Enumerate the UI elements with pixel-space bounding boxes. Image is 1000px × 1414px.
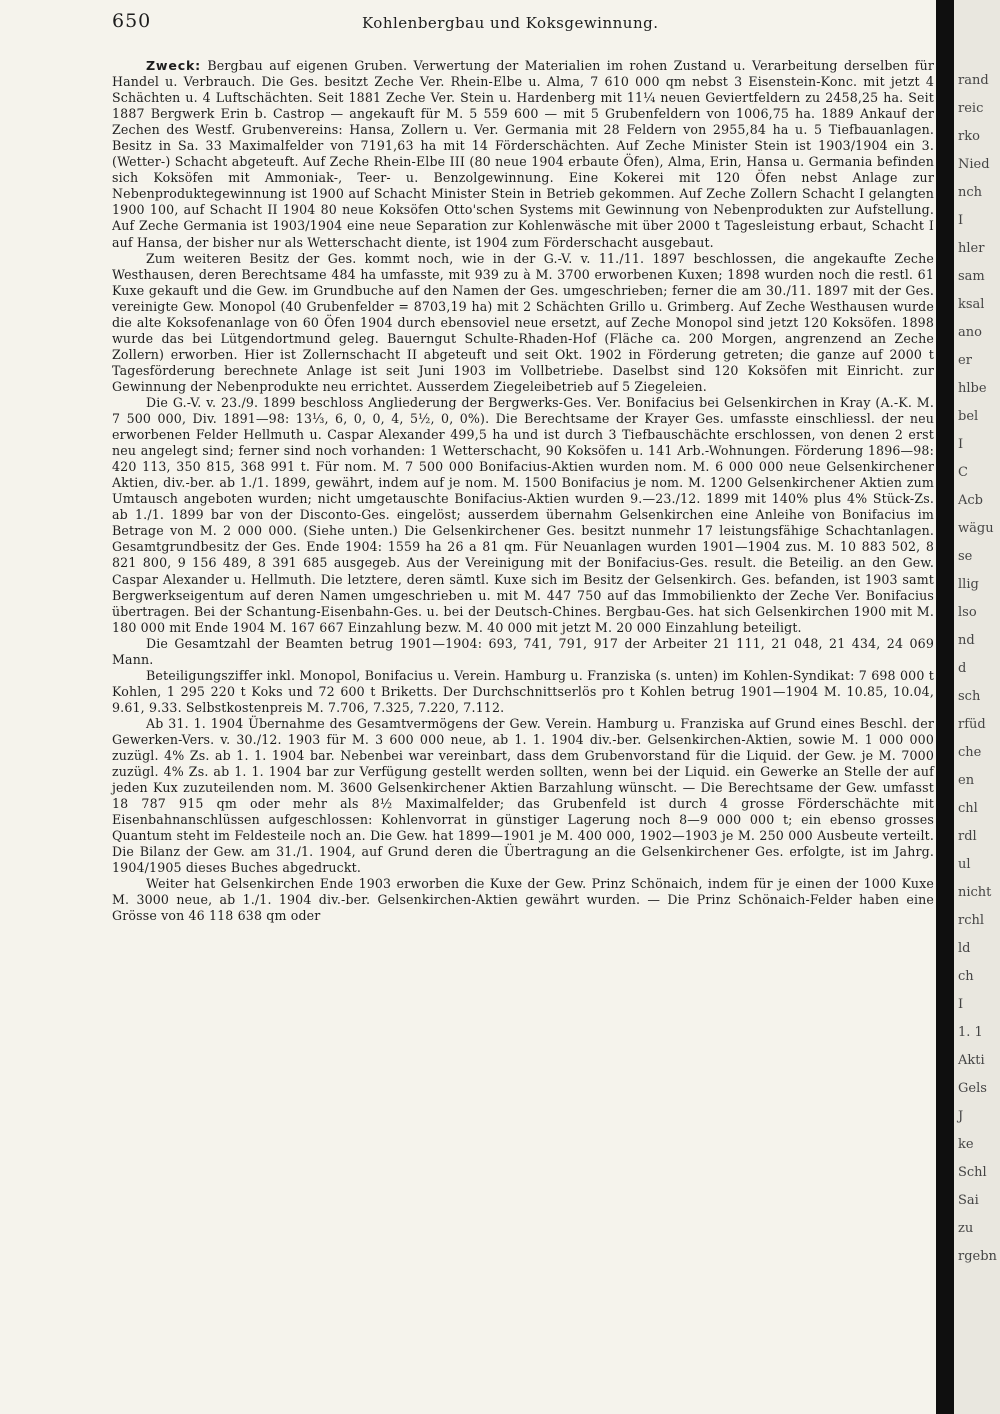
- adjacent-page-fragment: d: [958, 661, 967, 676]
- adjacent-page-fragment: hlbe: [958, 381, 987, 396]
- adjacent-page-fragment: I: [958, 997, 964, 1012]
- paragraph-beamten: Die Gesamtzahl der Beamten betrug 1901—1904: 693, 741, 791, 917 der Arbeiter 21 111, 21 048, 21 434, 24 069 Mann.: [112, 635, 934, 667]
- adjacent-page-fragment: nd: [958, 633, 975, 648]
- adjacent-page-fragment: ul: [958, 857, 971, 872]
- adjacent-page-fragment: C: [958, 465, 968, 480]
- page-header: [112, 10, 922, 40]
- adjacent-page-fragment: sam: [958, 269, 985, 284]
- adjacent-page-fragment: ld: [958, 941, 971, 956]
- page-number: 650: [112, 10, 152, 32]
- paragraph-hamburg-franziska: Ab 31. 1. 1904 Übernahme des Gesamtvermögens der Gew. Verein. Hamburg u. Franziska auf Grund eines Beschl. der Gewerken-Vers. v. 30./12. 1903 für M. 3 600 000 neue, ab 1. 1. 1904 div.-ber. Gelsenkirchen-Aktien, sowie M. 1 000 000 zuzügl. 4% Zs. ab 1. 1. 1904 bar. Nebenbei war vereinbart, dass dem Grubenvorstand für die Liquid. der Gew. je M. 7000 zuzügl. 4% Zs. ab 1. 1. 1904 bar zur Verfügung gestellt werden sollten, wenn bei der Liquid. ein Gewerke an Stelle der auf jeden Kux zuzuteilenden nom. M. 3600 Gelsenkirchener Aktien Barzahlung wünscht. — Die Berechtsame der Gew. umfasst 18 787 915 qm oder mehr als 8½ Maximalfelder; das Grubenfeld ist durch 4 grosse Förderschächte mit Eisenbahnanschlüssen aufgeschlossen: Kohlenvorrat in günstiger Lagerung noch 8—9 000 000 t; ein ebenso grosses Quantum steht im Feldesteile noch an. Die Gew. hat 1899—1901 je M. 400 000, 1902—1903 je M. 250 000 Ausbeute verteilt. Die Bilanz der Gew. am 31./1. 1904, auf Grund deren die Übertragung an die Gelsenkirchener Ges. erfolgte, ist im Jahrg. 1904/1905 dieses Buches abgedruckt.: [112, 715, 934, 876]
- adjacent-page-fragment: lso: [958, 605, 977, 620]
- adjacent-page-fragment: J: [958, 1109, 964, 1124]
- adjacent-page-fragment: hler: [958, 241, 985, 256]
- paragraph-lead: Zweck:: [146, 58, 201, 73]
- paragraph-zweck: [112, 58, 934, 251]
- adjacent-page-fragment: er: [958, 353, 972, 368]
- adjacent-page-fragment: rko: [958, 129, 980, 144]
- body-text: [112, 58, 934, 925]
- adjacent-page-fragment: reic: [958, 101, 984, 116]
- adjacent-page-fragment: che: [958, 745, 982, 760]
- adjacent-page-fragment: rand: [958, 73, 989, 88]
- adjacent-page-fragment: Schl: [958, 1165, 987, 1180]
- adjacent-page-fragment: Acb: [958, 493, 983, 508]
- adjacent-page-fragment: I: [958, 437, 964, 452]
- running-title: Kohlenbergbau und Koksgewinnung.: [362, 14, 659, 32]
- adjacent-page-fragment: ksal: [958, 297, 985, 312]
- adjacent-page-fragment: Akti: [958, 1053, 985, 1068]
- adjacent-page-fragment: chl: [958, 801, 978, 816]
- adjacent-page-fragment: Sai: [958, 1193, 979, 1208]
- adjacent-page-fragment: Nied: [958, 157, 990, 172]
- paragraph-bonifacius: Die G.-V. v. 23./9. 1899 beschloss Angliederung der Bergwerks-Ges. Ver. Bonifacius bei Gelsenkirchen in Kray (A.-K. M. 7 500 000, Div. 1891—98: 13⅓, 6, 0, 0, 4, 5½, 0, 0%). Die Berechtsame der Krayer Ges. umfasste einschliessl. der neu erworbenen Felder Hellmuth u. Caspar Alexander 499,5 ha und ist durch 3 Tiefbauschächte erschlossen, von denen 2 erst neu angelegt sind; ferner sind noch vorhanden: 1 Wetterschacht, 90 Koksöfen u. 141 Arb.-Wohnungen. Förderung 1896—98: 420 113, 350 815, 368 991 t. Für nom. M. 7 500 000 Bonifacius-Aktien wurden nom. M. 6 000 000 neue Gelsenkirchener Aktien, div.-ber. ab 1./1. 1899, gewährt, indem auf je nom. M. 1500 Bonifacius je nom. M. 1200 Gelsenkirchener Aktien zum Umtausch angeboten wurden; nicht umgetauschte Bonifacius-Aktien wurden 9.—23./12. 1899 mit 140% plus 4% Stück-Zs. ab 1./1. 1899 bar von der Disconto-Ges. eingelöst; ausserdem übernahm Gelsenkirchen eine Anleihe von Bonifacius im Betrage von M. 2 000 000. (Siehe unten.) Die Gelsenkirchener Ges. besitzt nunmehr 17 leistungsfähige Schachtanlagen. Gesamtgrundbesitz der Ges. Ende 1904: 1559 ha 26 a 81 qm. Für Neuanlagen wurden 1901—1904 zus. M. 10 883 502, 8 821 800, 9 156 489, 8 391 685 ausgegeb. Aus der Vereinigung mit der Bonifacius-Ges. result. die Beteilig. an den Gew. Caspar Alexander u. Hellmuth. Die letztere, deren sämtl. Kuxe sich im Besitz der Gelsenkirch. Ges. befanden, ist 1903 samt Bergwerkseigentum auf deren Namen umgeschrieben u. mit M. 447 750 auf das Immobilienkto der Zeche Ver. Bonifacius übertragen. Bei der Schantung-Eisenbahn-Ges. u. bei der Deutsch-Chines. Bergbau-Ges. hat sich Gelsenkirchen 1900 mit M. 180 000 mit Ende 1904 M. 167 667 Einzahlung bezw. M. 40 000 mit jetzt M. 20 000 Einzahlung beteiligt.: [112, 394, 934, 635]
- paragraph-westhausen: Zum weiteren Besitz der Ges. kommt noch, wie in der G.-V. v. 11./11. 1897 beschlossen, die angekaufte Zeche Westhausen, deren Berechtsame 484 ha umfasste, mit 939 zu à M. 3700 erworbenen Kuxen; 1898 wurden noch die restl. 61 Kuxe gekauft und die Gew. im Grundbuche auf den Namen der Ges. umgeschrieben; ferner die am 30./11. 1897 mit der Ges. vereinigte Gew. Monopol (40 Grubenfelder = 8703,19 ha) mit 2 Schächten Grillo u. Grimberg. Auf Zeche Westhausen wurde die alte Koksofenanlage von 60 Öfen 1904 durch ebensoviel neue ersetzt, auf Zeche Monopol sind jetzt 120 Koksöfen. 1898 wurde das bei Lütgendortmund geleg. Bauerngut Schulte-Rhaden-Hof (Fläche ca. 200 Morgen, angrenzend an Zeche Zollern) erworben. Hier ist Zollernschacht II abgeteuft und seit Okt. 1902 in Förderung getreten; die ganze auf 2000 t Tagesförderung berechnete Anlage ist seit Juni 1903 im Vollbetriebe. Daselbst sind 120 Koksöfen mit Einricht. zur Gewinnung der Nebenprodukte neu errichtet. Ausserdem Ziegeleibetrieb auf 5 Ziegeleien.: [112, 250, 934, 394]
- adjacent-page-fragment: rgebn: [958, 1249, 997, 1264]
- adjacent-page-fragment: Gels: [958, 1081, 987, 1096]
- adjacent-page-fragment: nch: [958, 185, 983, 200]
- adjacent-page-fragment: sch: [958, 689, 981, 704]
- adjacent-page-edge: [954, 0, 1000, 1414]
- adjacent-page-fragment: ano: [958, 325, 982, 340]
- paragraph-prinz-schoenaich: Weiter hat Gelsenkirchen Ende 1903 erworben die Kuxe der Gew. Prinz Schönaich, indem für je einen der 1000 Kuxe M. 3000 neue, ab 1./1. 1904 div.-ber. Gelsenkirchen-Aktien gewährt wurden. — Die Prinz Schönaich-Felder haben eine Grösse von 46 118 638 qm oder: [112, 876, 934, 924]
- book-gutter-shadow: [936, 0, 954, 1414]
- paragraph-beteiligung: Beteiligungsziffer inkl. Monopol, Bonifacius u. Verein. Hamburg u. Franziska (s. unten) im Kohlen-Syndikat: 7 698 000 t Kohlen, 1 295 220 t Koks und 72 600 t Briketts. Der Durchschnittserlös pro t Kohlen betrug 1901—1904 M. 10.85, 10.04, 9.61, 9.33. Selbstkostenpreis M. 7.706, 7.325, 7.220, 7.112.: [112, 667, 934, 715]
- adjacent-page-fragment: en: [958, 773, 975, 788]
- adjacent-page-fragment: bel: [958, 409, 979, 424]
- adjacent-page-fragment: llig: [958, 577, 979, 592]
- paragraph-text: Bergbau auf eigenen Gruben. Verwertung der Materialien im rohen Zustand u. Verarbeitung derselben für Handel u. Verbrauch. Die Ges. besitzt Zeche Ver. Rhein-Elbe u. Alma, 7 610 000 qm nebst 3 Eisenstein-Konc. mit jetzt 4 Schächten u. 4 Luftschächten. Seit 1881 Zeche Ver. Stein u. Hardenberg mit 11¼ neuen Geviertfeldern zu 2458,25 ha. Seit 1887 Bergwerk Erin b. Castrop — angekauft für M. 5 559 600 — mit 5 Grubenfeldern von 1006,75 ha. 1889 Ankauf der Zechen des Westf. Grubenvereins: Hansa, Zollern u. Ver. Germania mit 28 Feldern von 2955,84 ha u. 5 Tiefbauanlagen. Besitz in Sa. 33 Maximalfelder von 7191,63 ha mit 14 Förderschächten. Auf Zeche Minister Stein ist 1903/1904 ein 3. (Wetter-) Schacht abgeteuft. Auf Zeche Rhein-Elbe III (80 neue 1904 erbaute Öfen), Alma, Erin, Hansa u. Germania befinden sich Koksöfen mit Ammoniak-, Teer- u. Benzolgewinnung. Eine Kokerei mit 120 Öfen nebst Anlage zur Nebenproduktegewinnung ist 1900 auf Schacht Minister Stein in Betrieb gekommen. Auf Zeche Zollern Schacht I gelangten 1900 100, auf Schacht II 1904 80 neue Koksöfen Otto'schen Systems mit Gewinnung von Nebenprodukten zur Aufstellung. Auf Zeche Germania ist 1903/1904 eine neue Separation zur Kohlenwäsche mit über 2000 t Tagesleistung erbaut, Schacht I auf Hansa, der bisher nur als Wetterschacht diente, ist 1904 zum Förderschacht ausgebaut.: [112, 58, 934, 250]
- adjacent-page-fragment: wägu: [958, 521, 994, 536]
- adjacent-page-fragment: zu: [958, 1221, 974, 1236]
- adjacent-page-fragment: ke: [958, 1137, 974, 1152]
- adjacent-page-fragment: se: [958, 549, 973, 564]
- adjacent-page-fragment: 1. 1: [958, 1025, 983, 1040]
- adjacent-page-fragment: rchl: [958, 913, 985, 928]
- adjacent-page-fragment: rdl: [958, 829, 977, 844]
- adjacent-page-fragment: I: [958, 213, 964, 228]
- adjacent-page-fragment: rfüd: [958, 717, 986, 732]
- adjacent-page-fragment: ch: [958, 969, 974, 984]
- adjacent-page-fragment: nicht: [958, 885, 992, 900]
